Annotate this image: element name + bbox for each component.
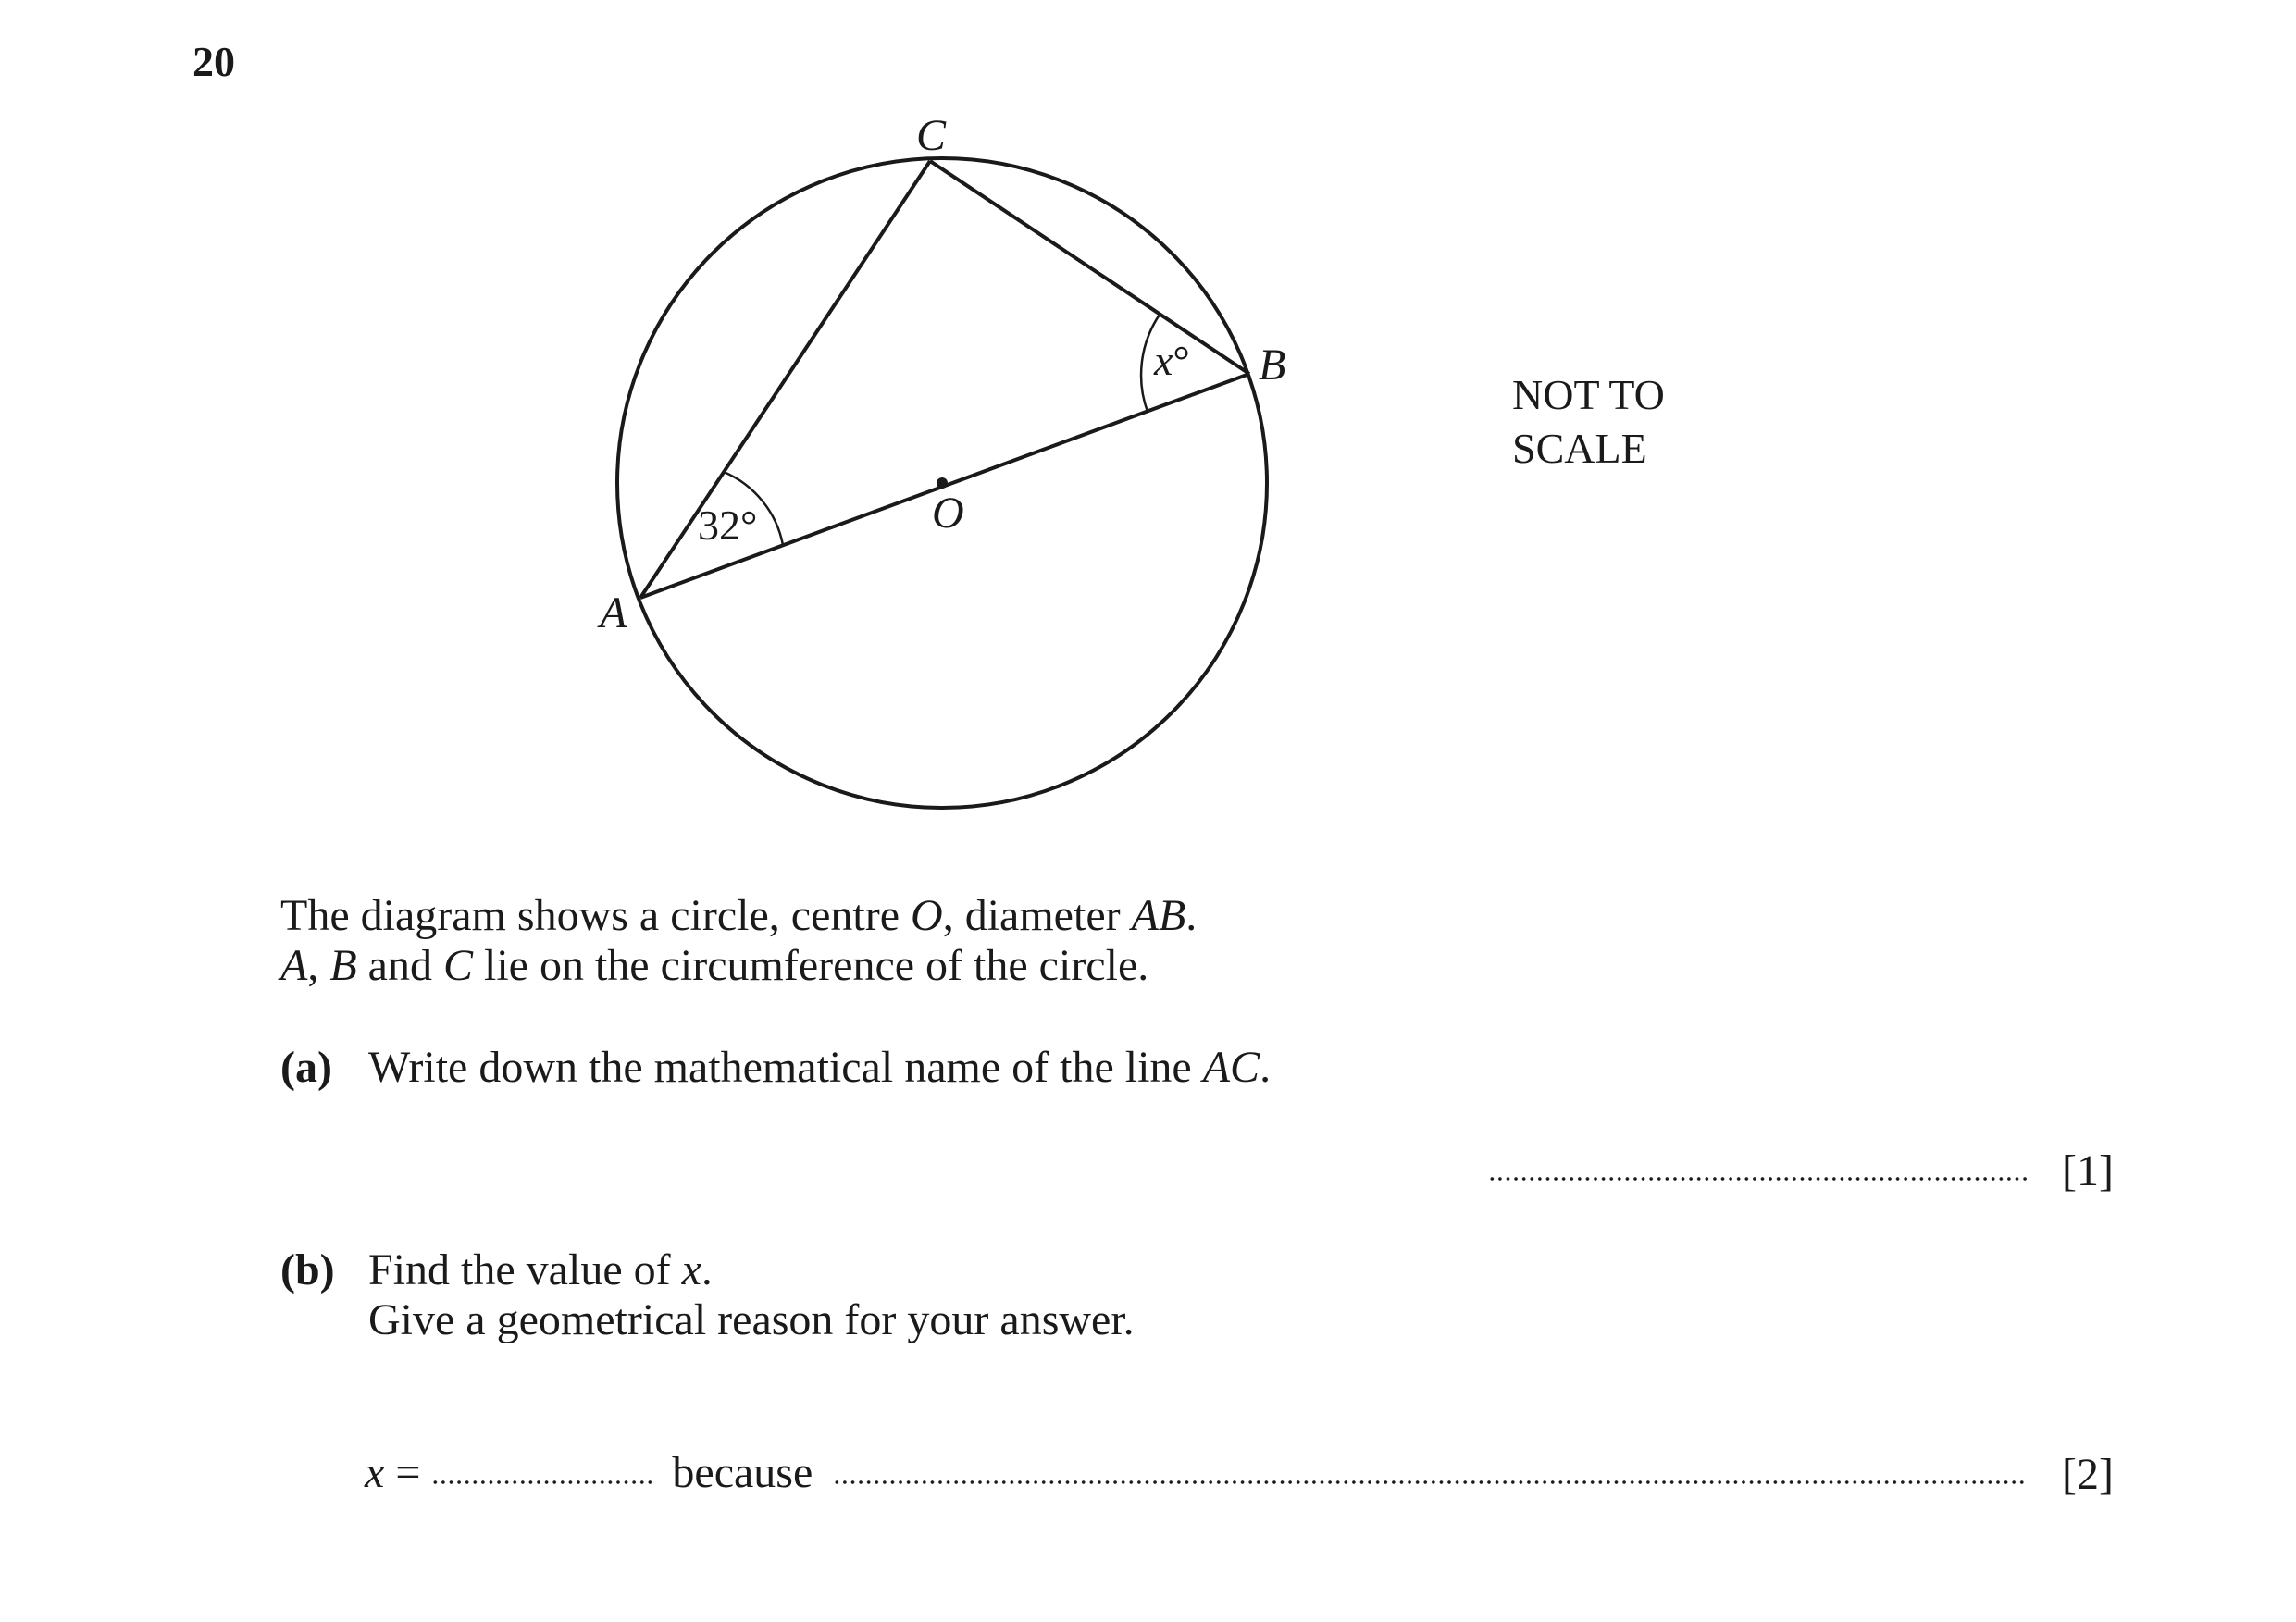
- part-a-label: (a): [280, 1043, 332, 1092]
- angle-degree-symbol: °: [1173, 337, 1190, 384]
- not-to-scale-note: [1512, 368, 1665, 476]
- part-a-answer-line[interactable]: [1488, 1147, 2030, 1192]
- part-b-label: (b): [280, 1245, 335, 1294]
- part-b-value-dots[interactable]: [431, 1478, 653, 1487]
- question-number: 20: [192, 38, 235, 85]
- part-b-line-2: Give a geometrical reason for your answer.: [368, 1295, 1135, 1344]
- note-line-2: SCALE: [1512, 425, 1647, 472]
- part-a-question: Write down the mathematical name of the line AC.: [368, 1043, 1272, 1092]
- angle-label-B: [1153, 337, 1190, 384]
- stem-line-1: The diagram shows a circle, centre O, diameter AB.: [280, 891, 1198, 940]
- part-b-answer-line: [365, 1448, 2027, 1497]
- label-A: A: [600, 588, 627, 638]
- label-O: O: [932, 489, 964, 538]
- part-a-marks: [1]: [2062, 1146, 2114, 1195]
- answer-x-var: x: [365, 1448, 385, 1497]
- chord-AC: [640, 161, 930, 598]
- angle-label-A: 32°: [698, 501, 758, 549]
- stem-line-2: A, B and C lie on the circumference of the circle.: [280, 941, 1149, 990]
- part-b-marks: [2]: [2062, 1450, 2114, 1499]
- note-line-1: NOT TO: [1512, 371, 1665, 418]
- label-C: C: [916, 111, 947, 160]
- label-B: B: [1259, 340, 1286, 390]
- part-a-answer-dots[interactable]: [1488, 1174, 2030, 1183]
- answer-equals: =: [384, 1448, 432, 1497]
- angle-var-x: x: [1154, 337, 1173, 384]
- because-label: because: [672, 1448, 813, 1497]
- part-b-reason-dots[interactable]: [833, 1478, 2027, 1487]
- centre-point: [937, 477, 948, 489]
- part-b-line-1: Find the value of x.: [368, 1245, 713, 1294]
